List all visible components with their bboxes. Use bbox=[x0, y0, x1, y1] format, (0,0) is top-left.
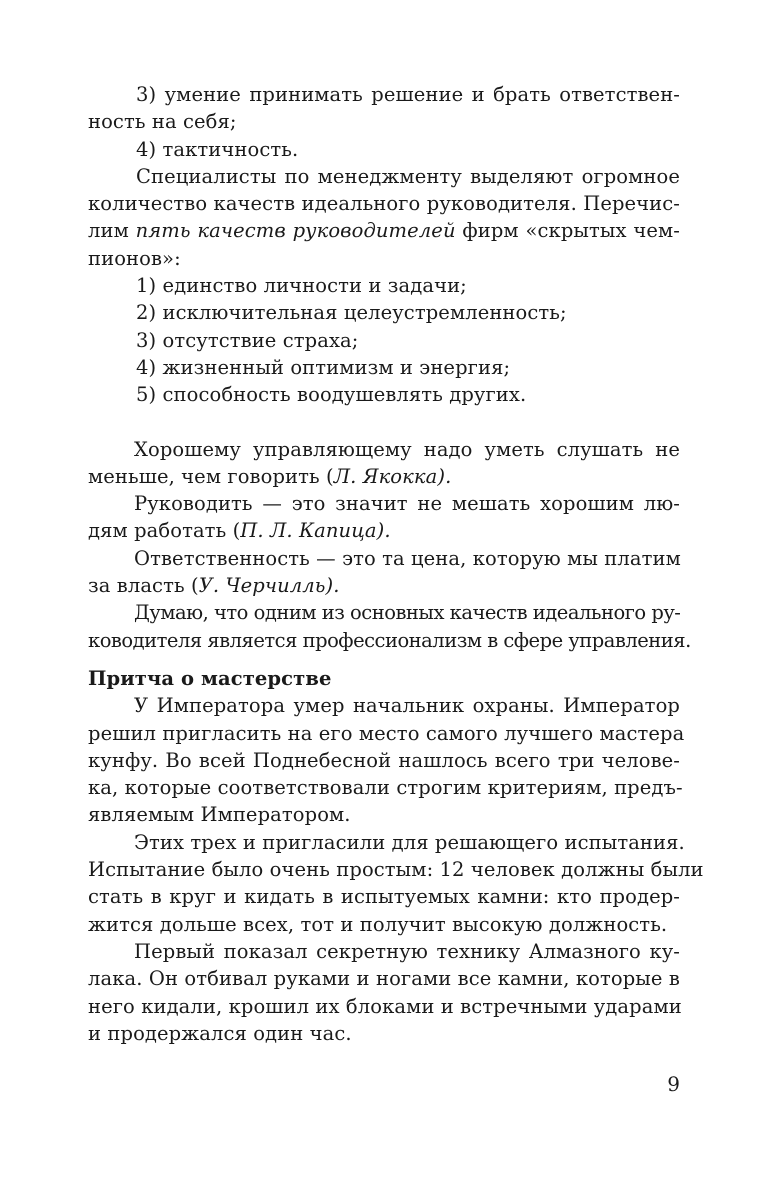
text-line: Этих трех и пригласили для решающего испытания. bbox=[134, 830, 685, 854]
quote-author: У. Черчилль). bbox=[198, 574, 340, 598]
text-line: Испытание было очень простым: 12 человек должны были bbox=[88, 858, 704, 882]
paragraph-test bbox=[88, 829, 704, 938]
page-number: 9 bbox=[667, 1072, 680, 1096]
list-item: 3) отсутствие страха; bbox=[136, 328, 359, 352]
text-line: кунфу. Во всей Поднебесной нашлось всего три челове- bbox=[88, 748, 680, 772]
paragraph-gap bbox=[88, 654, 680, 665]
text-line: являемым Императором. bbox=[88, 803, 351, 827]
text-line: жится дольше всех, тот и получит высокую должность. bbox=[88, 912, 668, 936]
paragraph-qualities-end bbox=[88, 81, 680, 163]
text-line: Руководить — это значит не мешать хорошим лю- bbox=[134, 492, 680, 516]
paragraph-first-master bbox=[88, 938, 680, 1047]
text-segment: фирм «скрытых чем- bbox=[455, 219, 680, 243]
text-line: У Императора умер начальник охраны. Император bbox=[134, 694, 680, 718]
page-text bbox=[88, 81, 704, 1047]
quote-author: П. Л. Капица). bbox=[240, 519, 391, 543]
text-line bbox=[88, 517, 680, 544]
text-line: лака. Он отбивал руками и ногами все камни, которые в bbox=[88, 967, 680, 991]
quote-churchill bbox=[88, 545, 680, 600]
text-line: ководителя является профессионализм в сфере управления. bbox=[88, 628, 691, 652]
text-segment: за власть ( bbox=[88, 574, 199, 598]
text-segment: лим bbox=[88, 219, 136, 243]
text-line: него кидали, крошил их блоками и встречными ударами bbox=[88, 994, 682, 1018]
text-line: решил пригласить на его место самого лучшего мастера bbox=[88, 721, 685, 745]
paragraph-emperor bbox=[88, 692, 685, 828]
text-line: Хорошему управляющему надо уметь слушать не bbox=[134, 437, 680, 461]
text-line: 3) умение принимать решение и брать ответствен- bbox=[136, 83, 680, 106]
list-item: 5) способность воодушевлять других. bbox=[136, 383, 527, 407]
text-line: Первый показал секретную технику Алмазного ку- bbox=[134, 939, 680, 963]
list-item: 4) жизненный оптимизм и энергия; bbox=[136, 355, 511, 379]
text-line: и продержался один час. bbox=[88, 1021, 352, 1045]
paragraph-specialists bbox=[88, 163, 680, 272]
list-item: 2) исключительная целеустремленность; bbox=[136, 301, 567, 325]
text-line: стать в круг и кидать в испытуемых камни: кто продер- bbox=[88, 885, 680, 909]
text-line: 4) тактичность. bbox=[136, 137, 299, 161]
quote-kapitsa bbox=[88, 490, 680, 545]
italic-emphasis: пять качеств руководителей bbox=[135, 219, 456, 243]
text-line bbox=[88, 463, 680, 490]
text-line: количество качеств идеального руководителя. Перечис- bbox=[88, 192, 680, 216]
text-segment: меньше, чем говорить ( bbox=[88, 464, 334, 488]
numbered-list bbox=[88, 272, 680, 408]
text-line bbox=[88, 572, 680, 599]
list-item: 1) единство личности и задачи; bbox=[136, 274, 467, 298]
text-line: Думаю, что одним из основных качеств идеального ру- bbox=[134, 601, 681, 625]
text-line: ность на себя; bbox=[88, 110, 237, 134]
quote-iacocca bbox=[88, 436, 680, 491]
quote-author: Л. Якокка). bbox=[333, 464, 452, 488]
paragraph-gap bbox=[88, 409, 680, 436]
text-line: ка, которые соответствовали строгим критериям, предъ- bbox=[88, 776, 683, 800]
text-segment: дям работать ( bbox=[88, 519, 241, 543]
section-heading: Притча о мастерстве bbox=[88, 666, 332, 690]
text-line: Специалисты по менеджменту выделяют огромное bbox=[136, 164, 680, 188]
paragraph-professionalism bbox=[88, 599, 691, 654]
text-line: пионов»: bbox=[88, 246, 181, 270]
text-line bbox=[88, 217, 680, 244]
text-line: Ответственность — это та цена, которую мы платим bbox=[134, 546, 681, 570]
